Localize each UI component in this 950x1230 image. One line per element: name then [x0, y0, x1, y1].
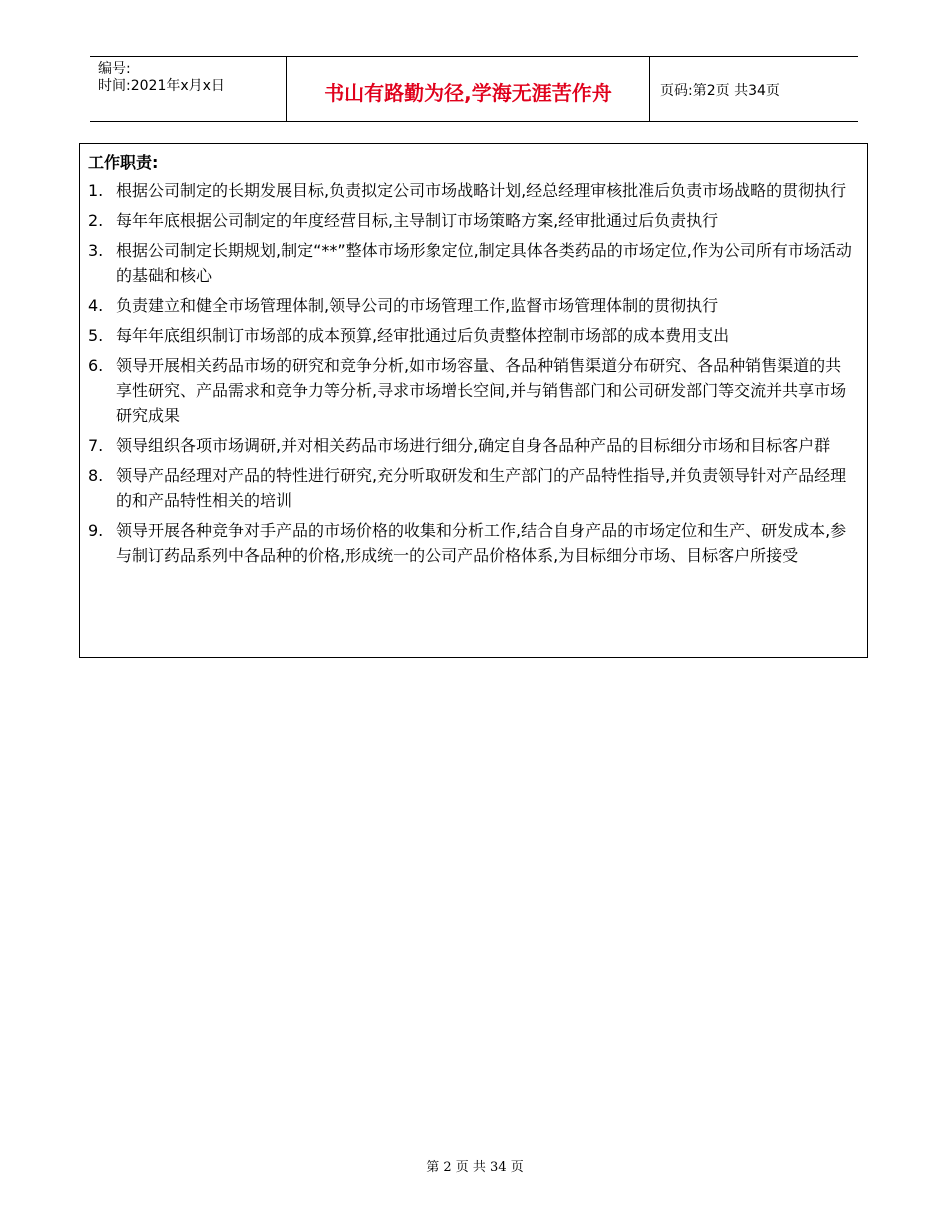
item-text: 领导产品经理对产品的特性进行研究,充分听取研发和生产部门的产品特性指导,并负责领导针对产品经理的和产品特性相关的培训 [116, 466, 847, 510]
item-number: 8. [88, 466, 104, 485]
list-item [88, 433, 857, 458]
page-header [90, 56, 858, 122]
item-text: 根据公司制定的长期发展目标,负责拟定公司市场战略计划,经总经理审核批准后负责市场战略的贯彻执行 [116, 181, 847, 200]
list-item [88, 518, 857, 568]
item-text: 根据公司制定长期规划,制定“**”整体市场形象定位,制定具体各类药品的市场定位,作为公司所有市场活动的基础和核心 [116, 241, 852, 285]
item-number: 9. [88, 521, 104, 540]
item-number: 2. [88, 211, 104, 230]
duties-box [79, 143, 868, 658]
list-item [88, 238, 857, 288]
header-meta [90, 57, 286, 121]
item-text: 领导组织各项市场调研,并对相关药品市场进行细分,确定自身各品种产品的目标细分市场和目标客户群 [116, 436, 831, 455]
time-label: 时间:2021年x月x日 [98, 78, 225, 94]
item-text: 每年年底根据公司制定的年度经营目标,主导制订市场策略方案,经审批通过后负责执行 [116, 211, 719, 230]
item-text: 每年年底组织制订市场部的成本预算,经审批通过后负责整体控制市场部的成本费用支出 [116, 326, 730, 345]
duties-title: 工作职责: [88, 153, 159, 172]
item-number: 5. [88, 326, 104, 345]
list-item [88, 208, 857, 233]
list-item [88, 353, 857, 428]
page-footer: 第 2 页 共 34 页 [426, 1160, 524, 1175]
number-label: 编号: [98, 61, 131, 77]
list-item [88, 323, 857, 348]
list-item [88, 463, 857, 513]
item-text: 负责建立和健全市场管理体制,领导公司的市场管理工作,监督市场管理体制的贯彻执行 [116, 296, 719, 315]
header-page-info: 页码:第2页 共34页 [660, 83, 780, 99]
item-number: 6. [88, 356, 104, 375]
duties-list [88, 178, 857, 568]
item-number: 7. [88, 436, 104, 455]
list-item [88, 178, 857, 203]
item-text: 领导开展各种竞争对手产品的市场价格的收集和分析工作,结合自身产品的市场定位和生产、研发成本,参与制订药品系列中各品种的价格,形成统一的公司产品价格体系,为目标细分市场、目标客户所接受 [116, 521, 847, 565]
item-number: 1. [88, 181, 104, 200]
header-motto: 书山有路勤为径,学海无涯苦作舟 [286, 57, 650, 121]
item-number: 3. [88, 241, 104, 260]
list-item [88, 293, 857, 318]
item-text: 领导开展相关药品市场的研究和竞争分析,如市场容量、各品种销售渠道分布研究、各品种销售渠道的共享性研究、产品需求和竞争力等分析,寻求市场增长空间,并与销售部门和公司研发部门等交流并共享市场研究成果 [116, 356, 847, 425]
item-number: 4. [88, 296, 104, 315]
